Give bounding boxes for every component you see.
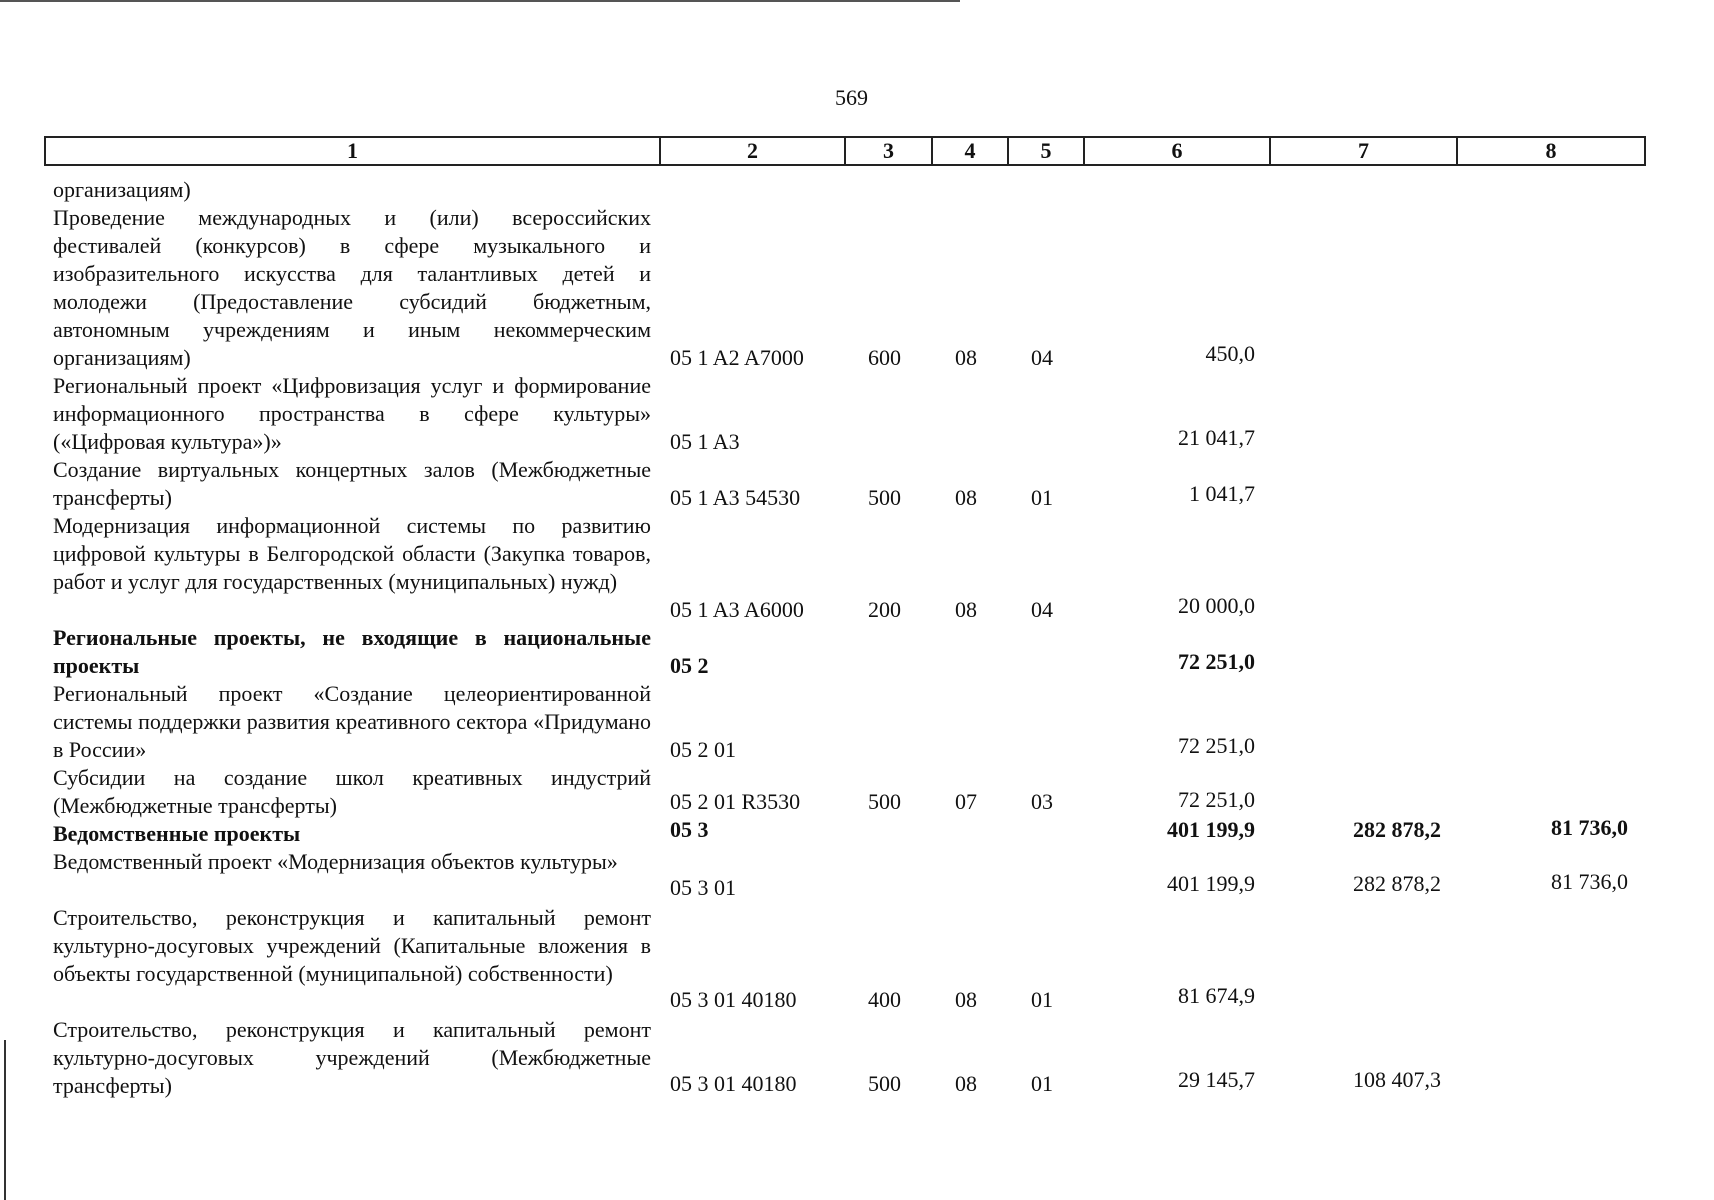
row-description: организациям): [53, 177, 191, 202]
row-expense-type: 400: [868, 987, 901, 1012]
row-description: Проведение международных и (или) всероссийских фестивалей (конкурсов) в сфере музыкального и изобразительного искусства для талантливых детей и молодежи (Предоставление субсидий бюджетным, автономным учреждениям и иным некоммерческим организациям): [53, 205, 651, 370]
header-col-3: 3: [845, 137, 932, 165]
row-amount-col6: 401 199,9: [1167, 871, 1255, 896]
row-section: 08: [955, 345, 977, 370]
row-amount-col8: 81 736,0: [1551, 815, 1628, 840]
row-subsection: 04: [1031, 345, 1053, 370]
row-code: 05 1 A3 A6000: [670, 597, 804, 622]
row-code: 05 1 A2 A7000: [670, 345, 804, 370]
row-description: Региональный проект «Создание целеориентированной системы поддержки развития креативного сектора «Придумано в России»: [53, 681, 651, 762]
row-expense-type: 500: [868, 1071, 901, 1096]
row-section: 08: [955, 987, 977, 1012]
row-amount-col6: 72 251,0: [1178, 649, 1255, 674]
row-description: Субсидии на создание школ креативных индустрий (Межбюджетные трансферты): [53, 765, 651, 818]
row-amount-col7: 108 407,3: [1353, 1067, 1441, 1092]
row-code: 05 2 01 R3530: [670, 789, 801, 814]
row-section: 08: [955, 597, 977, 622]
row-description: Региональный проект «Цифровизация услуг и формирование информационного пространства в сфере культуры» («Цифровая культура»)»: [53, 373, 651, 454]
row-subsection: 01: [1031, 987, 1053, 1012]
row-subsection: 01: [1031, 485, 1053, 510]
row-section: 07: [955, 789, 977, 814]
row-amount-col6: 81 674,9: [1178, 983, 1255, 1008]
row-amount-col8: 81 736,0: [1551, 869, 1628, 894]
header-col-1: 1: [45, 137, 660, 165]
row-amount-col6: 72 251,0: [1178, 733, 1255, 758]
header-col-8: 8: [1457, 137, 1645, 165]
row-amount-col6: 450,0: [1205, 341, 1255, 366]
row-amount-col7: 282 878,2: [1353, 871, 1441, 896]
row-description: Создание виртуальных концертных залов (Межбюджетные трансферты): [53, 457, 651, 510]
row-expense-type: 200: [868, 597, 901, 622]
row-expense-type: 500: [868, 789, 901, 814]
row-subsection: 01: [1031, 1071, 1053, 1096]
row-section: 08: [955, 485, 977, 510]
header-col-2: 2: [660, 137, 845, 165]
row-code: 05 3: [670, 817, 709, 842]
row-description: Модернизация информационной системы по развитию цифровой культуры в Белгородской области (Закупка товаров, работ и услуг для государственных (муниципальных) нужд): [53, 513, 651, 594]
row-amount-col6: 20 000,0: [1178, 593, 1255, 618]
row-amount-col6: 1 041,7: [1189, 481, 1255, 506]
header-col-7: 7: [1270, 137, 1457, 165]
row-subsection: 04: [1031, 597, 1053, 622]
row-code: 05 2: [670, 653, 709, 678]
header-col-6: 6: [1084, 137, 1270, 165]
header-col-4: 4: [932, 137, 1008, 165]
header-col-5: 5: [1008, 137, 1084, 165]
row-amount-col6: 72 251,0: [1178, 787, 1255, 812]
row-amount-col6: 29 145,7: [1178, 1067, 1255, 1092]
row-amount-col7: 282 878,2: [1353, 817, 1441, 842]
row-description: Ведомственные проекты: [53, 821, 301, 846]
row-description: Строительство, реконструкция и капитальный ремонт культурно-досуговых учреждений (Межбюджетные трансферты): [53, 1017, 651, 1098]
row-code: 05 1 A3 54530: [670, 485, 801, 510]
row-amount-col6: 401 199,9: [1167, 817, 1255, 842]
row-description: Региональные проекты, не входящие в национальные проекты: [53, 625, 651, 678]
row-section: 08: [955, 1071, 977, 1096]
row-subsection: 03: [1031, 789, 1053, 814]
row-code: 05 3 01 40180: [670, 1071, 797, 1096]
row-amount-col6: 21 041,7: [1178, 425, 1255, 450]
row-expense-type: 600: [868, 345, 901, 370]
row-code: 05 1 A3: [670, 429, 740, 454]
page-number: 569: [835, 85, 868, 110]
row-description: Ведомственный проект «Модернизация объектов культуры»: [53, 849, 618, 874]
row-code: 05 2 01: [670, 737, 736, 762]
row-code: 05 3 01: [670, 875, 736, 900]
row-expense-type: 500: [868, 485, 901, 510]
row-description: Строительство, реконструкция и капитальный ремонт культурно-досуговых учреждений (Капитальные вложения в объекты государственной (муниципальной) собственности): [53, 905, 651, 986]
row-code: 05 3 01 40180: [670, 987, 797, 1012]
